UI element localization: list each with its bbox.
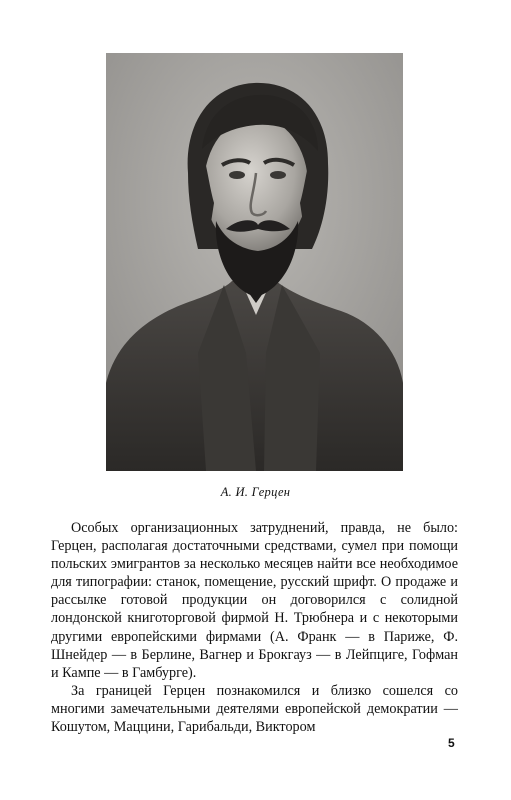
paragraph: За границей Герцен познакомился и близко сошелся со многими замечательными деятелями европейской демократии — Кошутом, Маццини, Гарибальди, Виктором [51, 682, 458, 736]
body-text [51, 519, 458, 736]
portrait-image [106, 53, 403, 471]
page-number: 5 [448, 736, 455, 750]
paragraph: Особых организационных затруднений, правда, не было: Герцен, располагая достаточными средствами, сумел при помощи польских эмигрантов за несколько месяцев найти все необходимое для типографии: станок, помещение, русский шрифт. О продаже и рассылке готовой продукции он договорился с солидной лондонской книготорговой фирмой Н. Трюбнера и с некоторыми другими европейскими фирмами (А. Франк — в Париже, Ф. Шнейдер — в Берлине, Вагнер и Брокгауз — в Лейпциге, Гофман и Кампе — в Гамбурге). [51, 520, 458, 681]
portrait-photo [106, 53, 403, 471]
portrait-caption: А. И. Герцен [220, 485, 291, 499]
